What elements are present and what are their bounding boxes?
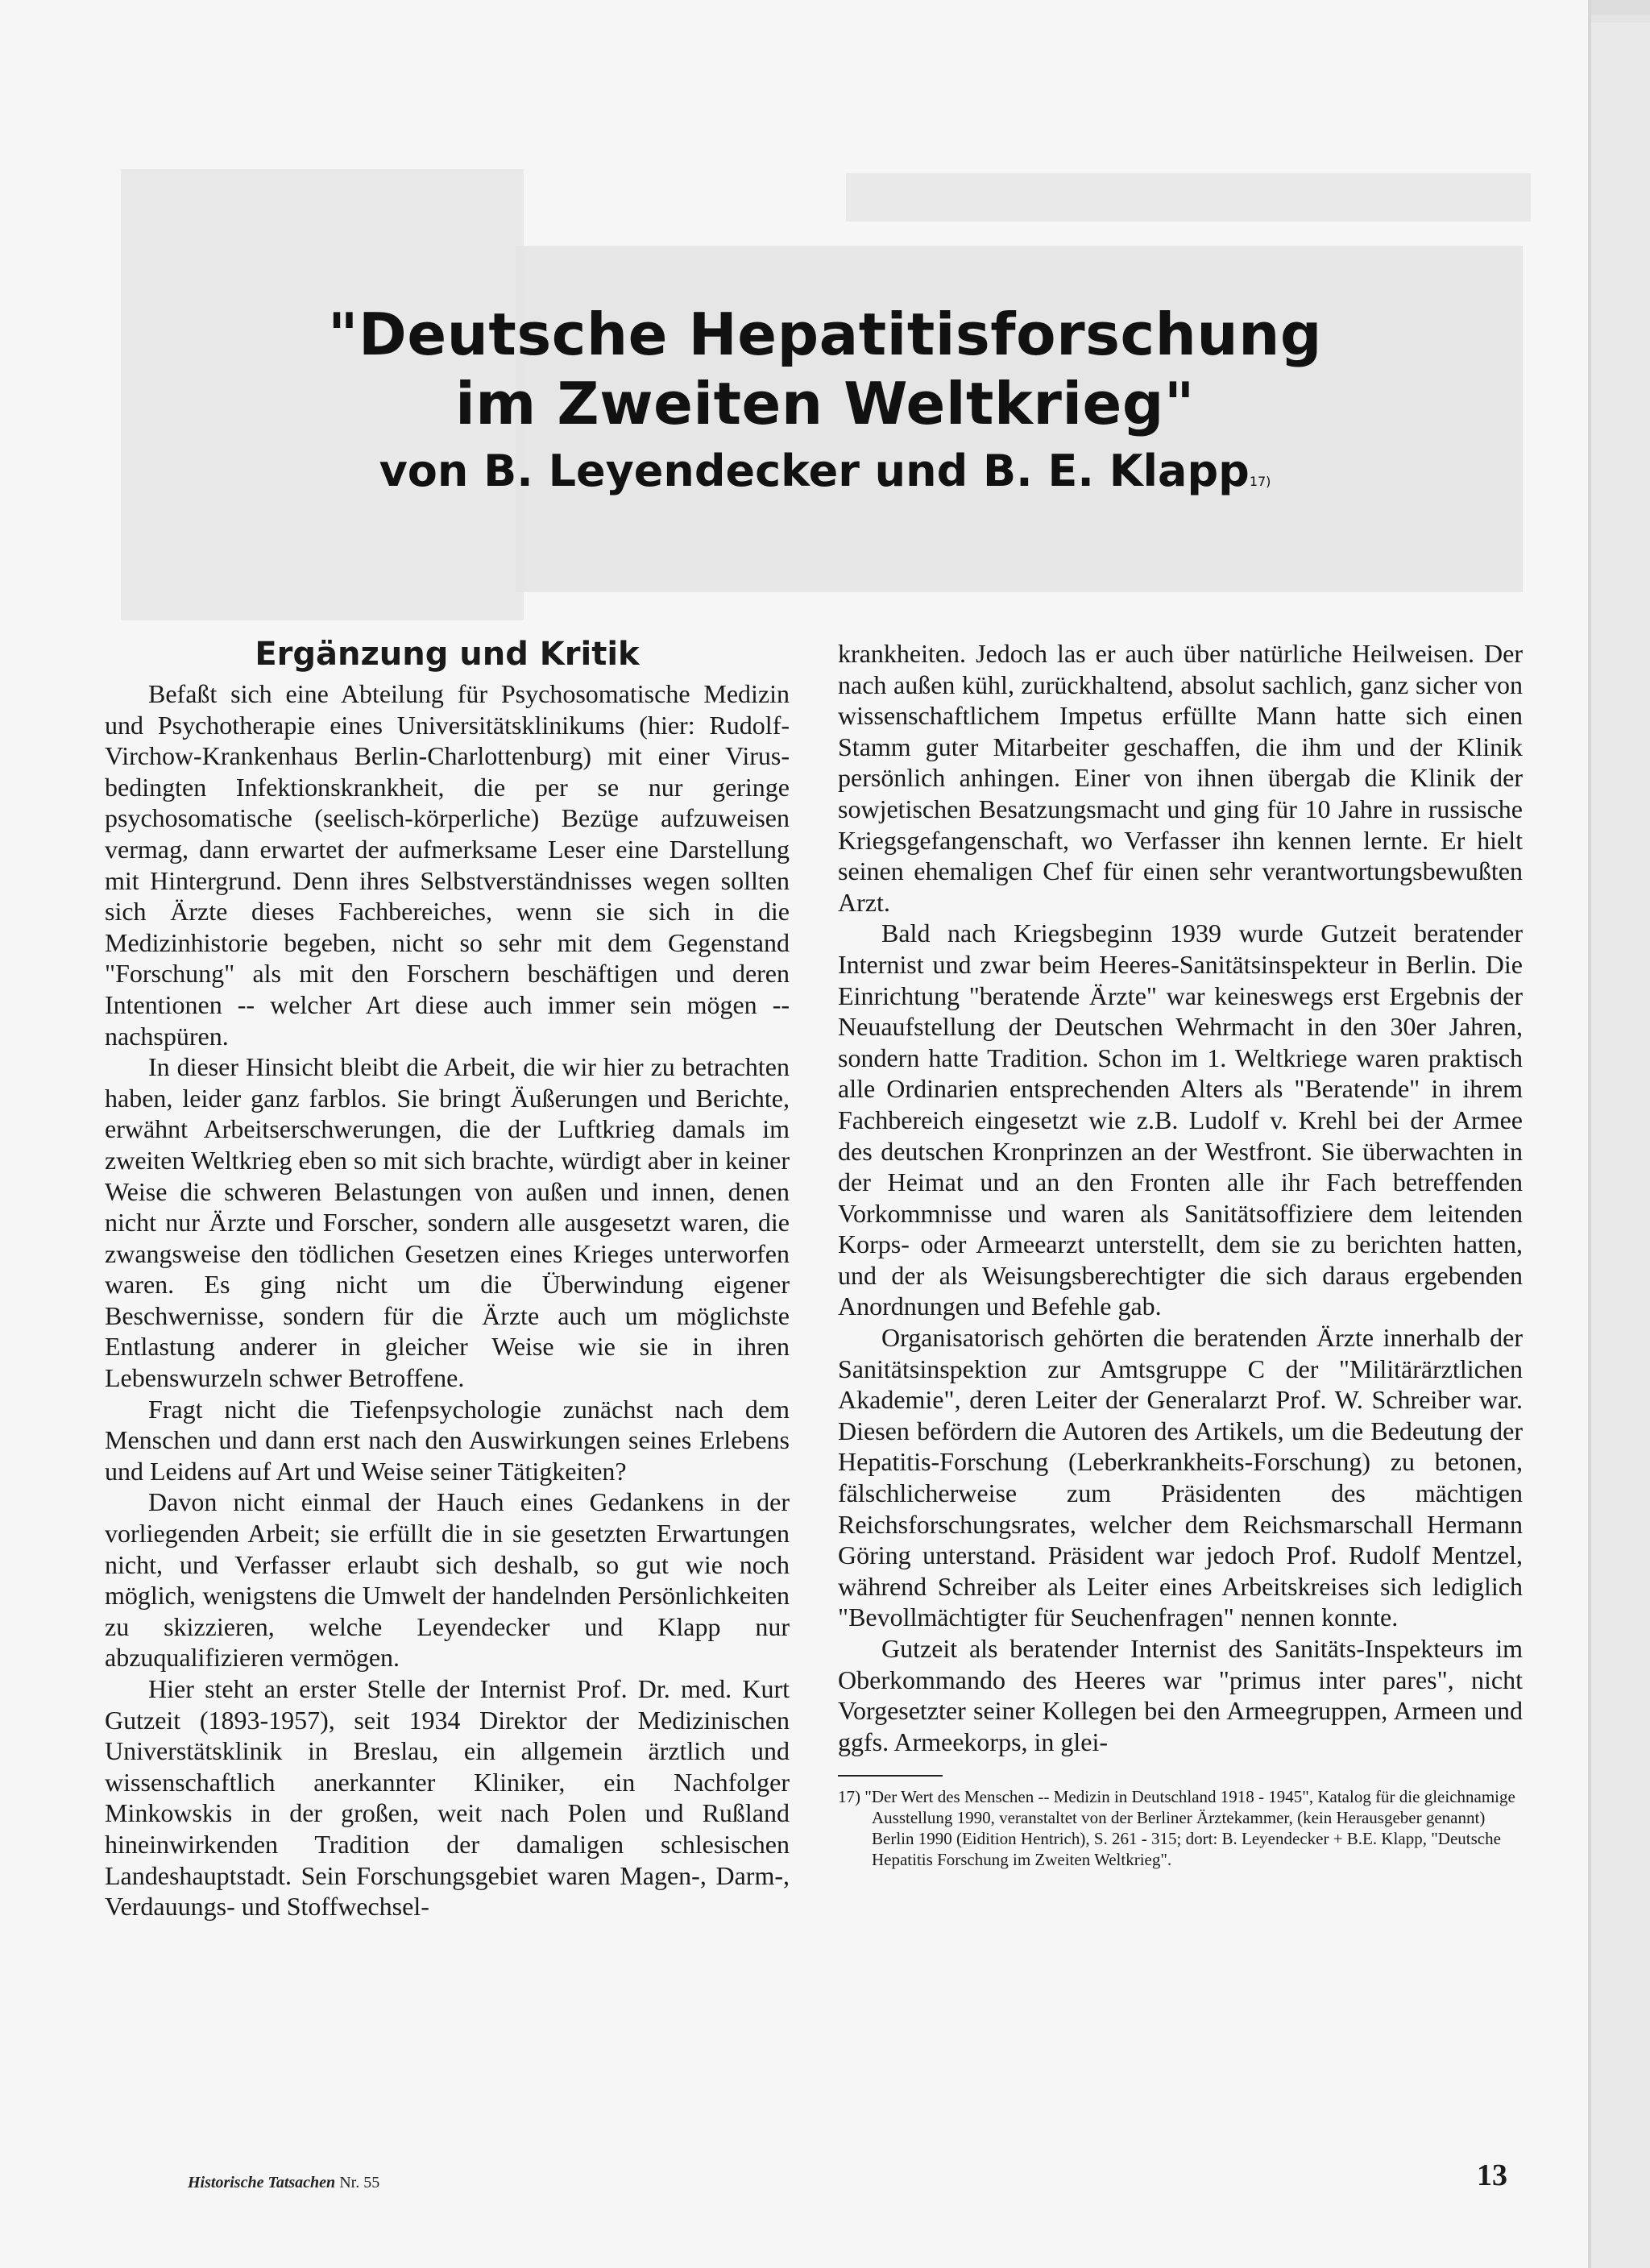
article-title-line1: "Deutsche Hepatitisforschung [328,301,1322,368]
right-paragraph-2: Bald nach Kriegsbeginn 1939 wurde Gutzeit beratender Internist und zwar beim Heeres-Sanitätsinspekteur in Berlin. Die Einrichtung "beratende Ärzte" war keineswegs erst Ergebnis der Neuaufstellung der Deutschen Wehrmacht in den 30er Jahren, sondern hatte Tradition. Schon im 1. Weltkriege waren praktisch alle Ordinarien entsprechenden Alters als "Beratende" in ihrem Fachbereich eingesetzt wie z.B. Ludolf v. Krehl bei der Armee des deutschen Kronprinzen an der Westfront. Sie überwachten in der Heimat und an den Fronten alle ihr Fach betreffenden Vorkommnisse und waren als Sanitätsoffiziere dem leitenden Korps- oder Armeearzt unterstellt, dem sie zu berichten hatten, und der als Weisungsberechtigter die sich daraus ergebenden Anordnungen und Befehle gab. [838,918,1523,1321]
page-footer-source [188,2174,379,2192]
article-title-block [0,300,1650,510]
article-byline [0,443,1650,510]
footnote-17: 17) "Der Wert des Menschen -- Medizin in Deutschland 1918 - 1945", Katalog für die gleichnamige Ausstellung 1990, veranstaltet von der Berliner Ärztekammer, (kein Herausgeber genannt) Berlin 1990 (Eidition Hentrich), S. 261 - 315; dort: B. Leyendecker + B.E. Klapp, "Deutsche Hepatitis Forschung im Zweiten Weltkrieg". [838,1787,1515,1870]
page-number: 13 [1477,2158,1507,2192]
right-paragraph-4: Gutzeit als beratender Internist des Sanitäts-Inspekteurs im Oberkommando des Heeres war "primus inter pares", nicht Vorgesetzter seiner Kollegen bei den Armeegruppen, Armeen und ggfs. Armeekorps, in glei- [838,1634,1523,1756]
footnote-rule [838,1775,943,1777]
right-paragraph-1: krankheiten. Jedoch las er auch über natürliche Heilweisen. Der nach außen kühl, zurückhaltend, absolut sachlich, ganz sicher von wissenschaftlichem Impetus erfüllte Mann hatte sich einen Stamm guter Mitarbeiter geschaffen, die ihm und der Klinik persönlich anhingen. Einer von ihnen übergab die Klinik der sowjetischen Besatzungsmacht und ging für 10 Jahre in russische Kriegsgefangenschaft, wo Verfasser ihn kennen lernte. Er hielt seinen ehemaligen Chef für einen sehr verantwortungsbewußten Arzt. [838,639,1523,917]
magazine-name: Historische Tatsachen [188,2174,336,2191]
section-heading: Ergänzung und Kritik [255,636,640,673]
right-paragraph-3: Organisatorisch gehörten die beratenden Ärzte innerhalb der Sanitätsinspektion zur Amtsgruppe C der "Militärärztlichen Akademie", deren Leiter der Generalarzt Prof. W. Schreiber war. Diesen befördern die Autoren des Artikels, um die Bedeutung der Hepatitis-Forschung (Leberkrankheits-Forschung) zu betonen, fälschlicherweise zum Präsidenten des mächtigen Reichsforschungsrates, welcher dem Reichsmarschall Hermann Göring unterstand. Präsident war jedoch Prof. Rudolf Mentzel, während Schreiber als Leiter eines Arbeitskreises sich lediglich "Bevollmächtigter für Seuchenfragen" nennen konnte. [838,1323,1523,1632]
left-paragraph-5: Hier steht an erster Stelle der Internist Prof. Dr. med. Kurt Gutzeit (1893-1957), seit 1934 Direktor der Medizinischen Universtätsklinik in Breslau, ein allgemein ärztlich und wissenschaftlich anerkannter Kliniker, ein Nachfolger Minkowskis in der großen, weit nach Polen und Rußland hineinwirkenden Tradition der damaligen schlesischen Landeshauptstadt. Sein Forschungsgebiet waren Magen-, Darm-, Verdauungs- und Stoffwechsel- [105,1674,790,1922]
article-title-line2: im Zweiten Weltkrieg" [455,370,1195,437]
byline-text: von B. Leyendecker und B. E. Klapp [379,446,1250,496]
byline-footnote-marker: 17) [1249,474,1271,489]
left-paragraph-4: Davon nicht einmal der Hauch eines Gedankens in der vorliegenden Arbeit; sie erfüllt die in sie gesetzten Erwartungen nicht, und Verfasser erlaubt sich deshalb, so gut wie noch möglich, wenigstens die Umwelt der handelnden Persönlichkeiten zu skizzieren, welche Leyendecker und Klapp nur abzuqualifizieren vermögen. [105,1487,790,1673]
left-paragraph-1: Befaßt sich eine Abteilung für Psychosomatische Medizin und Psychotherapie eines Universitätsklinikums (hier: Rudolf-Virchow-Krankenhaus Berlin-Charlottenburg) mit einer Virus-bedingten Infektionskrankheit, die per se nur geringe psychosomatische (seelisch-körperliche) Bezüge aufzuweisen vermag, dann erwartet der aufmerksame Leser eine Darstellung mit Hintergrund. Denn ihres Selbstverständnisses wegen sollten sich Ärzte dieses Fachbereiches, wenn sie sich in die Medizinhistorie begeben, nicht so sehr mit dem Gegenstand "Forschung" als mit den Forschern beschäftigen und deren Intentionen -- welcher Art diese auch immer sein mögen -- nachspüren. [105,679,790,1051]
right-column [838,638,1523,1870]
left-paragraph-2: In dieser Hinsicht bleibt die Arbeit, die wir hier zu betrachten haben, leider ganz farblos. Sie bringt Äußerungen und Berichte, erwähnt Arbeitserschwerungen, die der Luftkrieg damals im zweiten Weltkrieg eben so mit sich brachte, würdigt aber in keiner Weise die schweren Belastungen von außen und innen, denen nicht nur Ärzte und Forscher, sondern alle ausgesetzt waren, die zwangsweise den tödlichen Gesetzen eines Krieges unterworfen waren. Es ging nicht um die Überwindung eigener Beschwernisse, sondern für die Ärzte auch um möglichste Entlastung anderer in gleicher Weise wie sie in ihren Lebenswurzeln schwer Betroffene. [105,1052,790,1393]
left-column [105,636,790,1922]
issue-number: Nr. 55 [339,2174,380,2191]
show-through-text-right [846,173,1531,222]
left-paragraph-3: Fragt nicht die Tiefenpsychologie zunächst nach dem Menschen und dann erst nach den Auswirkungen seines Erlebens und Leidens auf Art und Weise seiner Tätigkeiten? [105,1394,790,1486]
